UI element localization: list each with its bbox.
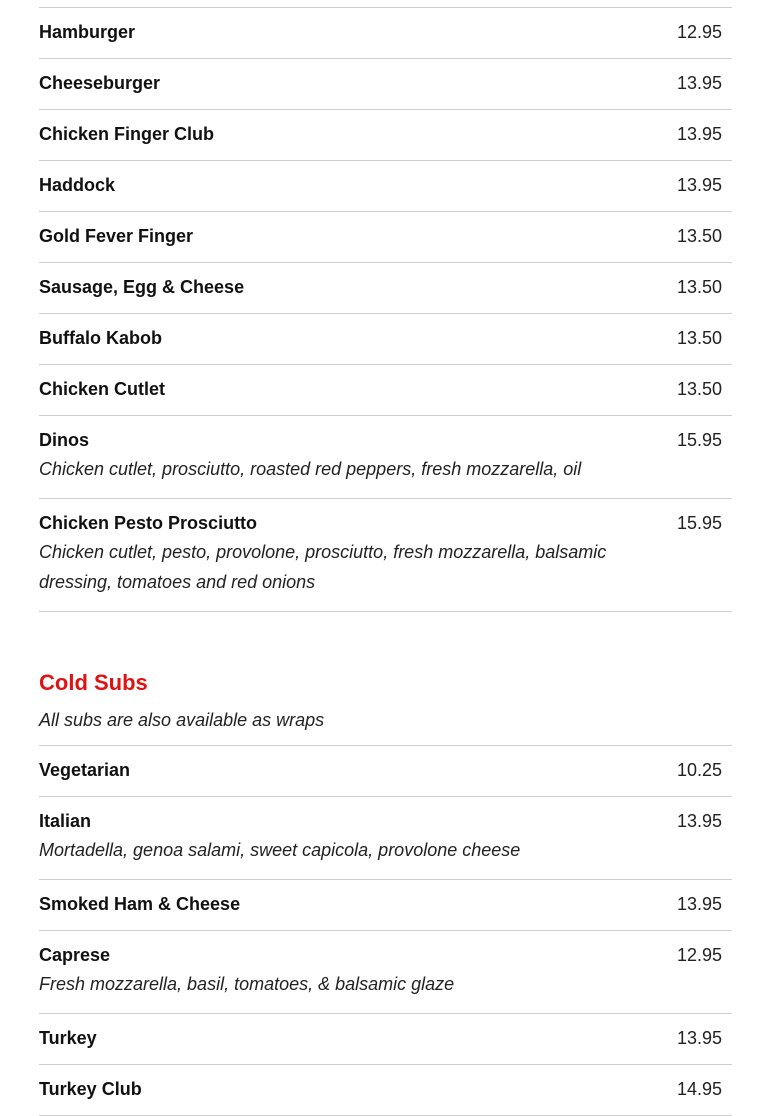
hot-subs-section (39, 7, 732, 612)
menu-item (39, 263, 732, 314)
menu-item-info (39, 275, 677, 299)
menu-item-name: Turkey Club (39, 1079, 142, 1099)
menu-item-info (39, 809, 677, 865)
menu-item-info (39, 428, 677, 484)
menu-item-price: 13.50 (676, 328, 722, 348)
menu-item-info (39, 71, 677, 95)
menu-item-info (39, 20, 677, 44)
menu-item-info (39, 1077, 677, 1101)
menu-item (39, 499, 732, 612)
menu-item-price: 13.95 (676, 73, 722, 93)
menu-item-description: Mortadella, genoa salami, sweet capicola, provolone cheese (39, 840, 521, 860)
menu-item-name: Smoked Ham & Cheese (39, 894, 241, 914)
cold-subs-list (39, 745, 732, 1116)
menu-item (39, 931, 732, 1014)
menu-item (39, 212, 732, 263)
menu-item (39, 365, 732, 416)
menu-item-name: Italian (39, 811, 92, 831)
menu-item (39, 797, 732, 880)
menu-item-name: Haddock (39, 175, 116, 195)
section-note: All subs are also available as wraps (39, 710, 325, 730)
menu-item-info (39, 326, 677, 350)
menu-item (39, 110, 732, 161)
menu-item-price: 12.95 (676, 945, 722, 965)
menu-item-info (39, 758, 677, 782)
menu-item (39, 161, 732, 212)
menu-item (39, 8, 732, 59)
menu-item-price: 13.95 (676, 124, 722, 144)
menu-item-price: 10.25 (676, 760, 722, 780)
menu-item-info (39, 892, 677, 916)
menu-item-name: Cheeseburger (39, 73, 161, 93)
menu-item-name: Turkey (39, 1028, 97, 1048)
menu-item-price: 15.95 (676, 513, 722, 533)
menu-item-price: 13.95 (676, 1028, 722, 1048)
menu-item-price: 13.95 (676, 175, 722, 195)
menu-item-info (39, 173, 677, 197)
menu-item (39, 746, 732, 797)
menu-item-name: Gold Fever Finger (39, 226, 194, 246)
menu-item-description: Chicken cutlet, prosciutto, roasted red peppers, fresh mozzarella, oil (39, 459, 582, 479)
menu-item-price: 13.95 (676, 811, 722, 831)
menu-item (39, 1014, 732, 1065)
hot-subs-list (39, 8, 732, 612)
menu-item-name: Hamburger (39, 22, 136, 42)
menu-item-info (39, 122, 677, 146)
menu-item-price: 12.95 (676, 22, 722, 42)
menu-item (39, 880, 732, 931)
menu-item-price: 14.95 (676, 1079, 722, 1099)
menu-item-name: Dinos (39, 430, 90, 450)
menu-item-name: Chicken Finger Club (39, 124, 215, 144)
menu-item-price: 13.95 (676, 894, 722, 914)
menu-item (39, 416, 732, 499)
menu-item-price: 13.50 (676, 379, 722, 399)
menu-item-name: Vegetarian (39, 760, 131, 780)
menu-item-name: Chicken Pesto Prosciutto (39, 513, 258, 533)
section-title-cold-subs: Cold Subs (39, 670, 148, 695)
menu-item-info (39, 1026, 677, 1050)
menu-item-name: Buffalo Kabob (39, 328, 162, 348)
menu-item-info (39, 943, 677, 999)
menu-item-info (39, 224, 677, 248)
menu-item-info (39, 377, 677, 401)
menu-item-description: Chicken cutlet, pesto, provolone, prosciutto, fresh mozzarella, balsamic dressing, tomatoes and red onions (39, 542, 607, 592)
menu-item (39, 1065, 732, 1116)
menu-item-price: 13.50 (676, 277, 722, 297)
menu-item (39, 314, 732, 365)
cold-subs-section (39, 668, 732, 1116)
menu-item-name: Sausage, Egg & Cheese (39, 277, 245, 297)
menu-item-name: Chicken Cutlet (39, 379, 166, 399)
menu-item-price: 13.50 (676, 226, 722, 246)
menu-item (39, 59, 732, 110)
menu-item-price: 15.95 (676, 430, 722, 450)
menu-item-description: Fresh mozzarella, basil, tomatoes, & balsamic glaze (39, 974, 455, 994)
menu-item-info (39, 511, 677, 597)
menu-item-name: Caprese (39, 945, 111, 965)
